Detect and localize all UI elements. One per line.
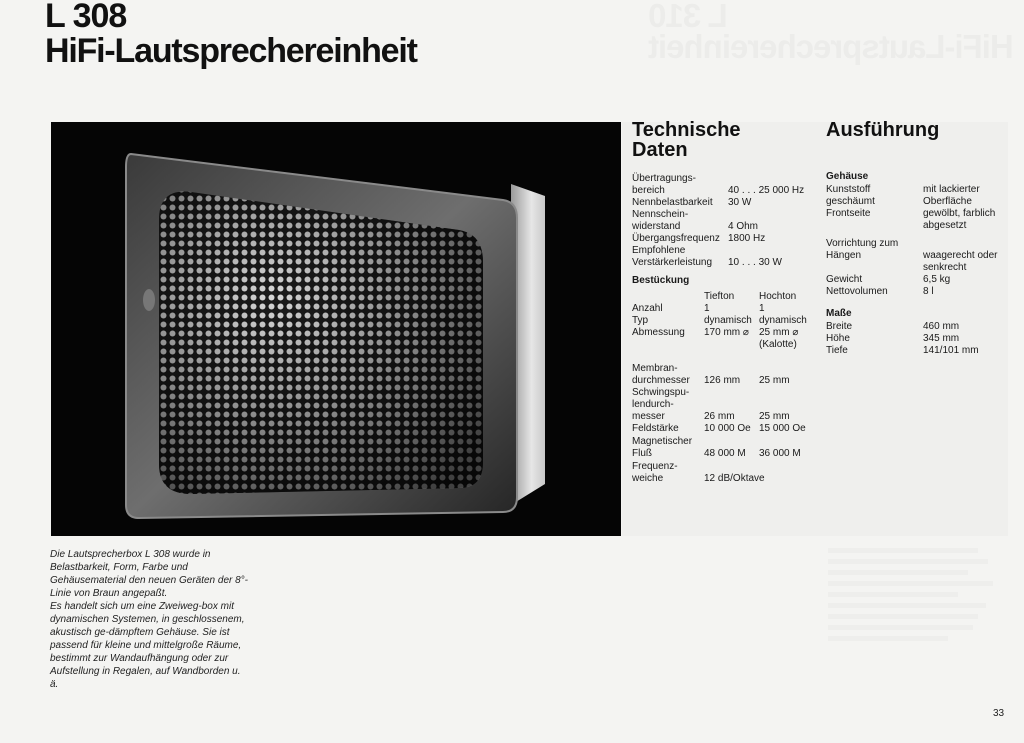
table-row bbox=[632, 303, 822, 315]
page-number: 33 bbox=[993, 708, 1005, 719]
hochton-value: 36 000 M bbox=[759, 448, 801, 459]
tiefton-value: 48 000 M bbox=[704, 448, 746, 459]
crossover-value: 12 dB/Oktave bbox=[704, 473, 765, 484]
tiefton-value: 170 mm ⌀ bbox=[704, 327, 749, 338]
spec-row bbox=[632, 245, 822, 269]
hochton-value: 15 000 Oe bbox=[759, 423, 806, 434]
spec-row bbox=[826, 274, 1011, 286]
title-block bbox=[45, 0, 417, 70]
technical-specs bbox=[632, 173, 822, 485]
bestueckung-heading: Bestückung bbox=[632, 275, 690, 286]
spec-value: 30 W bbox=[728, 197, 752, 208]
table-row bbox=[632, 315, 822, 327]
bestueckung-header-spacer bbox=[632, 291, 704, 303]
table-row bbox=[632, 327, 822, 351]
hochton-value: 1 bbox=[759, 303, 765, 314]
spec-row bbox=[826, 321, 1011, 333]
spec-label: Übertragungs- bereich bbox=[632, 173, 696, 196]
row-label: Feldstärke bbox=[632, 423, 679, 434]
spec-label: Höhe bbox=[826, 333, 850, 344]
column-header-hochton: Hochton bbox=[759, 291, 797, 302]
show-through-model: L 310 bbox=[649, 0, 729, 34]
hochton-value: 25 mm ⌀ (Kalotte) bbox=[759, 327, 799, 350]
table-row bbox=[632, 387, 822, 423]
show-through-text bbox=[828, 548, 998, 641]
dimensions-heading: Maße bbox=[826, 308, 852, 319]
tiefton-value: dynamisch bbox=[704, 315, 752, 326]
spec-row bbox=[826, 333, 1011, 345]
hochton-value: 25 mm bbox=[759, 411, 790, 422]
speaker-illustration bbox=[51, 122, 621, 536]
spec-label: Übergangsfrequenz bbox=[632, 233, 720, 244]
model-title: L 308 bbox=[45, 0, 127, 35]
row-label: Magnetischer Fluß bbox=[632, 436, 693, 459]
spec-row bbox=[826, 184, 1011, 208]
hochton-value: 25 mm bbox=[759, 375, 790, 386]
row-label: Schwingspu- lendurch- messer bbox=[632, 387, 690, 422]
spec-label: Gewicht bbox=[826, 274, 863, 285]
spec-label: Nettovolumen bbox=[826, 286, 888, 297]
execution-heading: Ausführung bbox=[826, 119, 940, 141]
technical-heading-line: Daten bbox=[632, 139, 688, 161]
spec-value: 6,5 kg bbox=[923, 274, 951, 285]
housing-heading: Gehäuse bbox=[826, 171, 869, 182]
spec-row bbox=[632, 233, 822, 245]
technical-heading bbox=[632, 120, 741, 160]
show-through-subtitle: HiFi-Lautsprechereinheit bbox=[649, 28, 1014, 65]
spec-value: 141/101 mm bbox=[923, 345, 979, 356]
spec-value: mit lackierter Oberfläche bbox=[923, 184, 980, 207]
spec-value: 8 l bbox=[923, 286, 934, 297]
spec-value: 40 . . . 25 000 Hz bbox=[728, 185, 805, 196]
table-row bbox=[632, 423, 822, 435]
row-label: Typ bbox=[632, 315, 649, 326]
spec-value: gewölbt, farblich abgesetzt bbox=[923, 208, 996, 231]
row-label: Membran- durchmesser bbox=[632, 363, 690, 386]
spec-value: 460 mm bbox=[923, 321, 960, 332]
spec-row bbox=[826, 286, 1011, 298]
spec-row bbox=[826, 345, 1011, 357]
row-label: Abmessung bbox=[632, 327, 685, 338]
spec-label: Tiefe bbox=[826, 345, 848, 356]
bestueckung-table bbox=[632, 291, 822, 485]
execution-specs bbox=[826, 171, 1011, 357]
tiefton-value: 26 mm bbox=[704, 411, 735, 422]
spec-label: Frontseite bbox=[826, 208, 871, 219]
tiefton-value: 1 bbox=[704, 303, 710, 314]
hochton-value: dynamisch bbox=[759, 315, 807, 326]
tiefton-value: 126 mm bbox=[704, 375, 741, 386]
spec-row bbox=[826, 208, 1011, 232]
spec-value: 10 . . . 30 W bbox=[728, 257, 782, 268]
spec-label: Empfohlene Verstärkerleistung bbox=[632, 245, 713, 268]
table-row bbox=[632, 461, 822, 485]
technical-heading-line: Technische bbox=[632, 119, 741, 141]
spec-value: 345 mm bbox=[923, 333, 960, 344]
spec-label: Nennschein- widerstand bbox=[632, 209, 689, 232]
page-title: HiFi-Lautsprechereinheit bbox=[45, 32, 417, 70]
caption-paragraph: Die Lautsprecherbox L 308 wurde in Belastbarkeit, Form, Farbe und Gehäusematerial den neuen Geräten der 8°-Linie von Braun angepaßt. bbox=[50, 549, 249, 599]
row-label: Anzahl bbox=[632, 303, 663, 314]
spec-row bbox=[632, 173, 822, 197]
column-header-tiefton: Tiefton bbox=[704, 291, 735, 302]
spec-label: Breite bbox=[826, 321, 853, 332]
caption-paragraph: Es handelt sich um eine Zweiweg-box mit dynamischen Systemen, in geschlossenem, akustisch ge-dämpftem Gehäuse. Sie ist passend für kleine und mittelgroße Räume, bestimmt zur Wandaufhängung oder zur Aufstellung in Regalen, auf Wandborden u. ä. bbox=[50, 601, 245, 690]
speaker-photo bbox=[51, 122, 621, 536]
spec-row bbox=[632, 209, 822, 233]
spec-value: 4 Ohm bbox=[728, 221, 759, 232]
caption bbox=[50, 548, 250, 691]
spec-value: waagerecht oder senkrecht bbox=[923, 250, 998, 273]
table-row bbox=[632, 436, 822, 460]
spec-label: Vorrichtung zum Hängen bbox=[826, 238, 899, 261]
spec-value: 1800 Hz bbox=[728, 233, 766, 244]
show-through-title bbox=[649, 0, 1014, 65]
bestueckung-header-row bbox=[632, 291, 822, 303]
tiefton-value: 10 000 Oe bbox=[704, 423, 751, 434]
spec-label: Kunststoff geschäumt bbox=[826, 184, 875, 207]
spec-row bbox=[632, 197, 822, 209]
table-row bbox=[632, 363, 822, 387]
spec-label: Nennbelastbarkeit bbox=[632, 197, 713, 208]
row-label: Frequenz- weiche bbox=[632, 461, 678, 484]
spec-row bbox=[826, 238, 1011, 274]
